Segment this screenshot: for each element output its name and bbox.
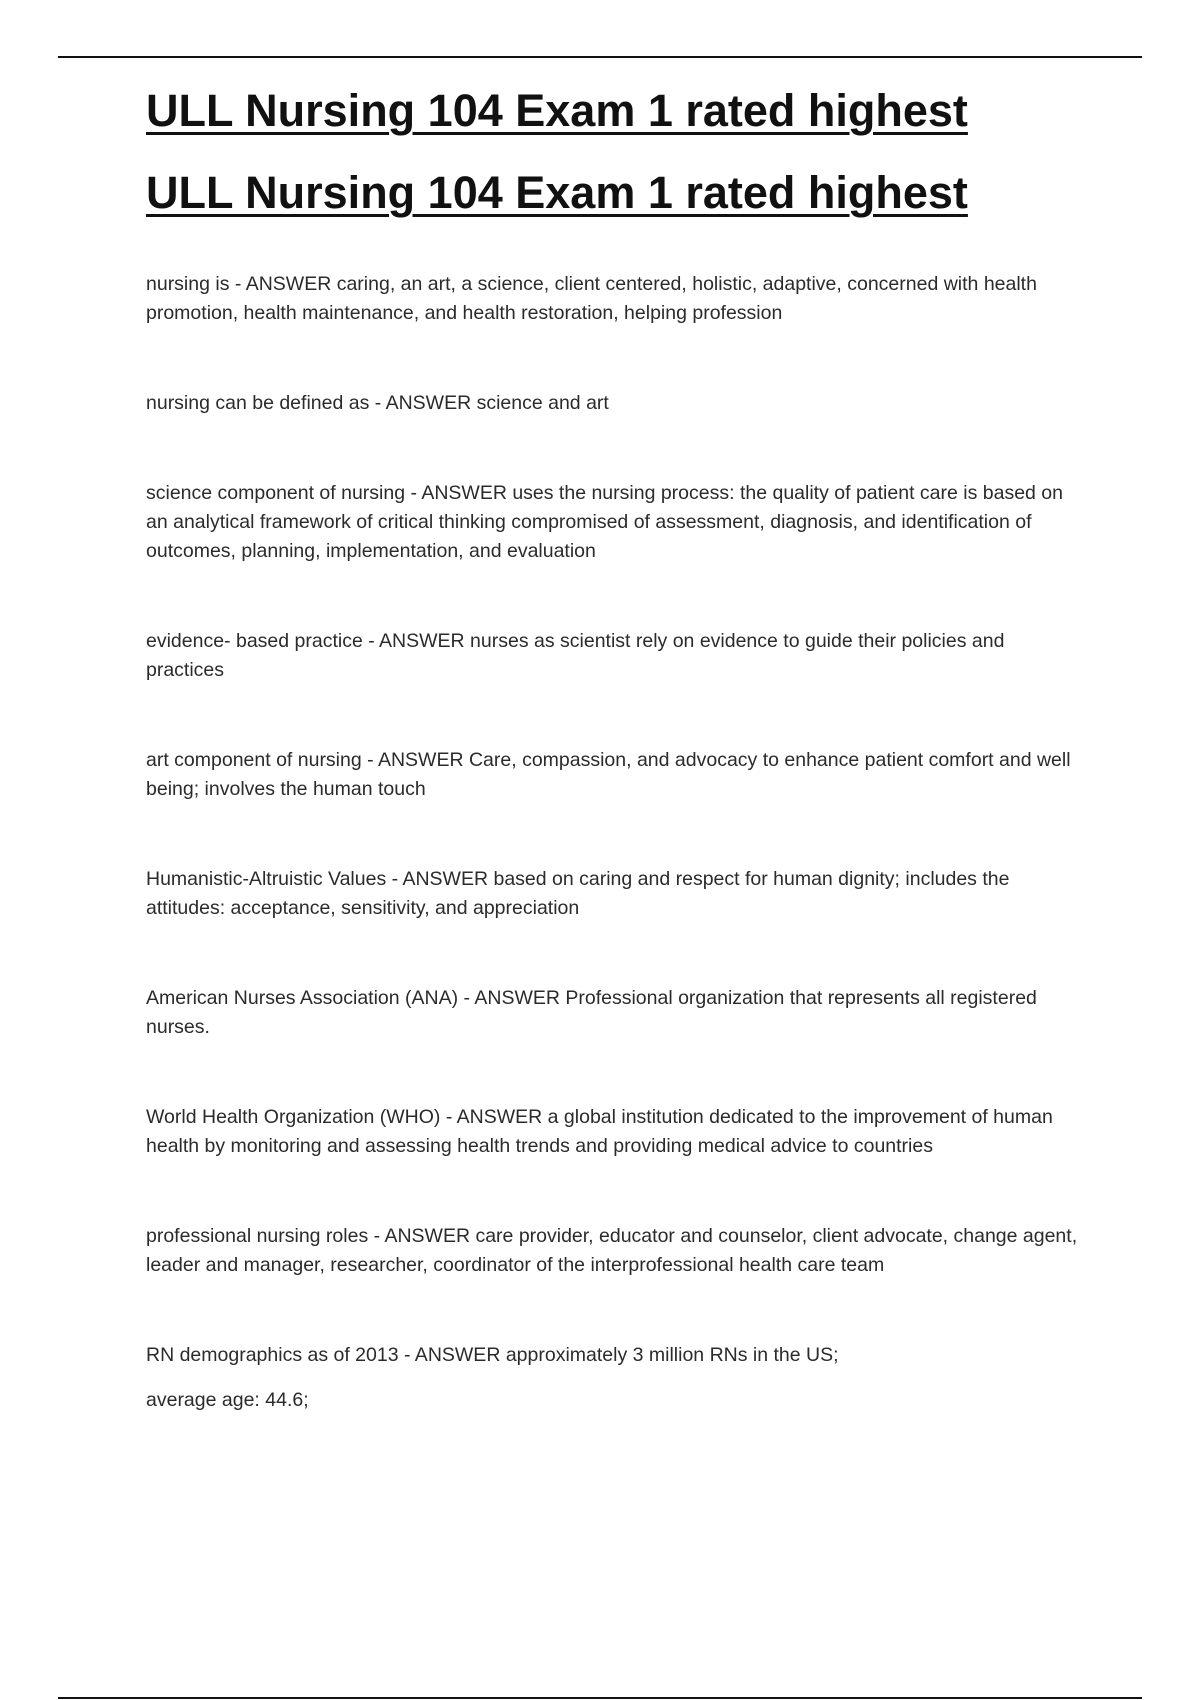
header-rule	[58, 56, 1142, 58]
qa-entry-who: World Health Organization (WHO) - ANSWER a global institution dedicated to the improvement of human health by monitoring and assessing health trends and providing medical advice to countries	[146, 1106, 1053, 1157]
qa-entry-average-age: average age: 44.6;	[146, 1389, 309, 1411]
qa-entry-professional-roles: professional nursing roles - ANSWER care provider, educator and counselor, client advocate, change agent, leader and manager, researcher, coordinator of the interprofessional health care team	[146, 1225, 1078, 1276]
qa-entry-science-component: science component of nursing - ANSWER uses the nursing process: the quality of patient care is based on an analytical framework of critical thinking compromised of assessment, diagnosis, and identification of outcomes, planning, implementation, and evaluation	[146, 482, 1063, 562]
qa-entry-humanistic-values: Humanistic-Altruistic Values - ANSWER based on caring and respect for human dignity; includes the attitudes: acceptance, sensitivity, and appreciation	[146, 868, 1010, 919]
document-title-repeat: ULL Nursing 104 Exam 1 rated highest	[146, 167, 968, 218]
document-page	[146, 70, 1086, 1476]
qa-list	[146, 270, 1086, 1415]
qa-entry-ana: American Nurses Association (ANA) - ANSWER Professional organization that represents all registered nurses.	[146, 987, 1037, 1038]
qa-entry-nursing-defined: nursing can be defined as - ANSWER science and art	[146, 392, 609, 414]
qa-entry-art-component: art component of nursing - ANSWER Care, compassion, and advocacy to enhance patient comfort and well being; involves the human touch	[146, 749, 1071, 800]
footer-rule	[58, 1697, 1142, 1699]
document-title: ULL Nursing 104 Exam 1 rated highest	[146, 85, 968, 136]
qa-entry-nursing-is: nursing is - ANSWER caring, an art, a science, client centered, holistic, adaptive, concerned with health promotion, health maintenance, and health restoration, helping profession	[146, 273, 1037, 324]
qa-entry-rn-demographics: RN demographics as of 2013 - ANSWER approximately 3 million RNs in the US;	[146, 1344, 839, 1366]
qa-entry-evidence-based-practice: evidence- based practice - ANSWER nurses as scientist rely on evidence to guide their policies and practices	[146, 630, 1005, 681]
